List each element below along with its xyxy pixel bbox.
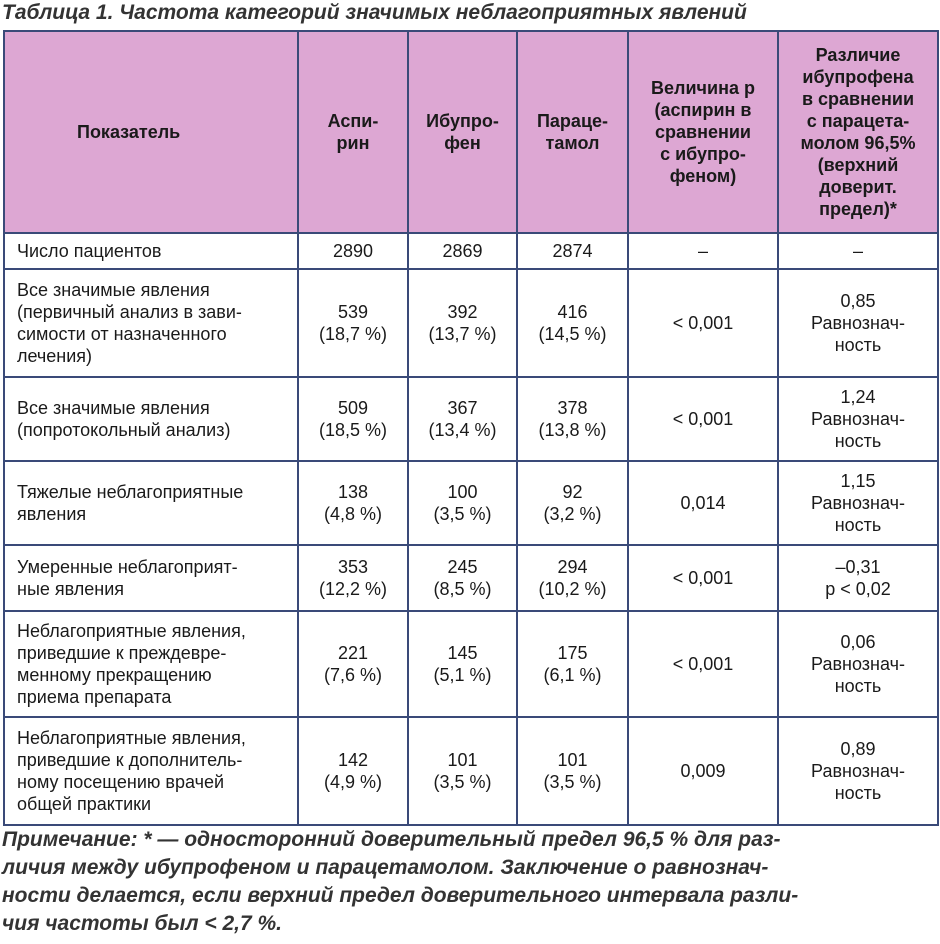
cell-paracetamol <box>517 233 628 269</box>
table-row <box>4 269 938 377</box>
cell-paracetamol-text: 2874 <box>552 241 593 261</box>
cell-aspirin-text: 142 (4,9 %) <box>323 750 383 792</box>
cell-aspirin-text: 138 (4,8 %) <box>323 482 383 524</box>
row-label-text: Число пациентов <box>17 241 162 261</box>
header-p-value <box>628 31 778 233</box>
cell-ibuprofen <box>408 717 517 825</box>
cell-paracetamol <box>517 545 628 611</box>
cell-difference-text: 0,89 Равнознач- ность <box>811 739 905 803</box>
header-ibuprofen-text: Ибупро- фен <box>426 111 499 153</box>
footnote-text: Примечание: * — односторонний доверительный предел 96,5 % для раз- личия между ибупрофеном и парацетамолом. Заключение о равнознач- ности делается, если верхний предел доверительного интервала разли- чия частоты был < 2,7 %. <box>2 828 799 935</box>
cell-p-value <box>628 377 778 461</box>
cell-ibuprofen-text: 367 (13,4 %) <box>428 398 497 440</box>
cell-ibuprofen <box>408 233 517 269</box>
cell-ibuprofen-text: 2869 <box>442 241 483 261</box>
header-paracetamol <box>517 31 628 233</box>
cell-ibuprofen <box>408 611 517 717</box>
cell-aspirin-text: 539 (18,7 %) <box>318 302 388 344</box>
header-difference-text: Различие ибупрофена в сравнении с парацета- молом 96,5% (верхний доверит. предел)* <box>800 45 916 219</box>
cell-paracetamol-text: 101 (3,5 %) <box>543 750 602 792</box>
cell-p-value-text: < 0,001 <box>672 654 734 674</box>
cell-ibuprofen <box>408 461 517 545</box>
cell-aspirin <box>298 461 408 545</box>
cell-p-value <box>628 233 778 269</box>
header-ibuprofen <box>408 31 517 233</box>
table-header <box>4 31 938 233</box>
row-label <box>4 717 298 825</box>
cell-aspirin <box>298 233 408 269</box>
header-paracetamol-text: Параце- тамол <box>536 111 609 153</box>
cell-paracetamol <box>517 377 628 461</box>
header-p-value-text: Величина р (аспирин в сравнении с ибупро- феном) <box>651 78 755 186</box>
cell-difference <box>778 717 938 825</box>
cell-p-value-text: < 0,001 <box>672 568 734 588</box>
row-label-text: Неблагоприятные явления, приведшие к дополнитель- ному посещению врачей общей практики <box>17 728 246 814</box>
adverse-events-table <box>3 30 939 826</box>
cell-difference-text: –0,31 p < 0,02 <box>825 557 891 599</box>
cell-aspirin <box>298 545 408 611</box>
cell-p-value <box>628 269 778 377</box>
cell-aspirin <box>298 717 408 825</box>
cell-p-value <box>628 611 778 717</box>
table-row <box>4 461 938 545</box>
table-row <box>4 717 938 825</box>
row-label-text: Все значимые явления (попротокольный анализ) <box>17 398 231 440</box>
cell-ibuprofen-text: 392 (13,7 %) <box>428 302 497 344</box>
cell-aspirin <box>298 377 408 461</box>
cell-ibuprofen <box>408 545 517 611</box>
header-indicator <box>4 31 298 233</box>
cell-difference-text: – <box>852 241 863 261</box>
cell-paracetamol <box>517 717 628 825</box>
cell-paracetamol-text: 294 (10,2 %) <box>538 557 607 599</box>
cell-difference <box>778 545 938 611</box>
cell-paracetamol <box>517 461 628 545</box>
cell-difference-text: 1,24 Равнознач- ность <box>811 387 905 451</box>
cell-ibuprofen-text: 101 (3,5 %) <box>433 750 492 792</box>
row-label-text: Тяжелые неблагоприятные явления <box>17 482 244 524</box>
row-label-text: Неблагоприятные явления, приведшие к преждевре- менному прекращению приема препарата <box>17 621 246 707</box>
row-label <box>4 269 298 377</box>
cell-paracetamol <box>517 611 628 717</box>
header-difference <box>778 31 938 233</box>
row-label <box>4 233 298 269</box>
cell-ibuprofen <box>408 269 517 377</box>
cell-p-value-text: < 0,001 <box>672 313 734 333</box>
cell-p-value <box>628 545 778 611</box>
cell-difference-text: 1,15 Равнознач- ность <box>811 471 905 535</box>
cell-ibuprofen-text: 145 (5,1 %) <box>433 643 492 685</box>
cell-difference <box>778 233 938 269</box>
header-aspirin <box>298 31 408 233</box>
row-label-text: Все значимые явления (первичный анализ в зави- симости от назначенного лечения) <box>17 280 242 366</box>
cell-ibuprofen-text: 245 (8,5 %) <box>433 557 492 599</box>
table-row <box>4 545 938 611</box>
table-body <box>4 233 938 825</box>
cell-p-value-text: 0,014 <box>680 493 726 513</box>
cell-difference <box>778 377 938 461</box>
cell-paracetamol <box>517 269 628 377</box>
cell-p-value-text: – <box>697 241 708 261</box>
cell-ibuprofen <box>408 377 517 461</box>
cell-aspirin-text: 353 (12,2 %) <box>318 557 388 599</box>
cell-paracetamol-text: 92 (3,2 %) <box>543 482 602 524</box>
row-label <box>4 545 298 611</box>
cell-difference <box>778 461 938 545</box>
table-caption: Таблица 1. Частота категорий значимых неблагоприятных явлений <box>2 1 747 24</box>
table-row <box>4 611 938 717</box>
cell-difference <box>778 611 938 717</box>
header-row <box>4 31 938 233</box>
table-row <box>4 377 938 461</box>
table-footnote <box>2 826 938 938</box>
header-indicator-text: Показатель <box>77 122 181 142</box>
cell-aspirin-text: 221 (7,6 %) <box>323 643 383 685</box>
cell-aspirin <box>298 611 408 717</box>
cell-p-value-text: 0,009 <box>680 761 726 781</box>
cell-difference-text: 0,06 Равнознач- ность <box>811 632 905 696</box>
row-label <box>4 461 298 545</box>
cell-paracetamol-text: 175 (6,1 %) <box>543 643 602 685</box>
row-label-text: Умеренные неблагоприят- ные явления <box>17 557 238 599</box>
cell-p-value <box>628 717 778 825</box>
cell-ibuprofen-text: 100 (3,5 %) <box>433 482 492 524</box>
cell-aspirin-text: 509 (18,5 %) <box>318 398 388 440</box>
cell-paracetamol-text: 378 (13,8 %) <box>538 398 607 440</box>
cell-difference <box>778 269 938 377</box>
row-label <box>4 611 298 717</box>
table-row <box>4 233 938 269</box>
header-aspirin-text: Аспи- рин <box>327 111 379 153</box>
cell-p-value <box>628 461 778 545</box>
cell-aspirin-text: 2890 <box>332 241 374 261</box>
cell-aspirin <box>298 269 408 377</box>
cell-difference-text: 0,85 Равнознач- ность <box>811 291 905 355</box>
cell-paracetamol-text: 416 (14,5 %) <box>538 302 607 344</box>
row-label <box>4 377 298 461</box>
cell-p-value-text: < 0,001 <box>672 409 734 429</box>
